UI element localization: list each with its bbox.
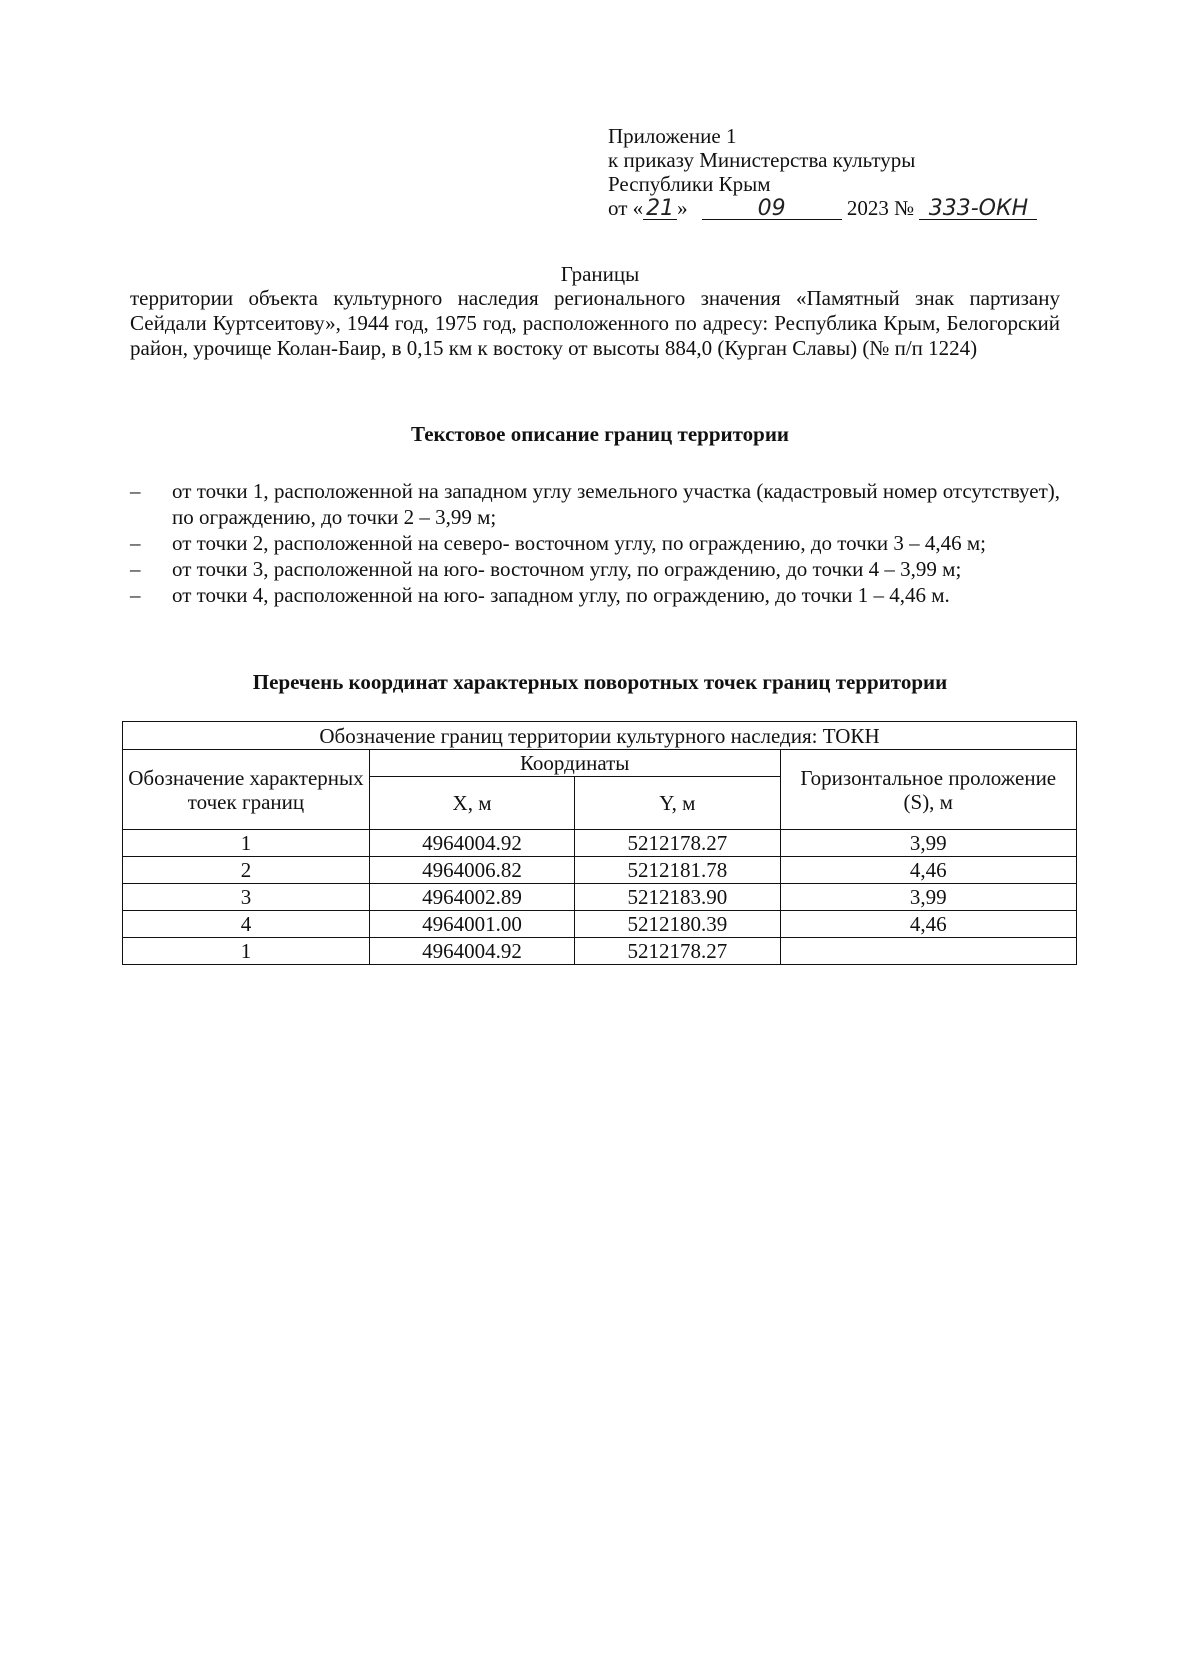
- coordinates-table: [122, 721, 1077, 965]
- date-month-handwritten: 09: [702, 199, 842, 220]
- header-horizontal-distance: Горизонтальное проложение (S), м: [780, 750, 1077, 830]
- appendix-line-2: к приказу Министерства культуры: [608, 148, 916, 172]
- cell-y: 5212181.78: [575, 857, 780, 884]
- list-item-text: от точки 1, расположенной на западном углу земельного участка (кадастровый номер отсутствует), по ограждению, до точки 2 – 3,99 м;: [172, 479, 1060, 529]
- cell-x: 4964004.92: [369, 830, 574, 857]
- cell-x: 4964001.00: [369, 911, 574, 938]
- list-item-text: от точки 3, расположенной на юго- восточном углу, по ограждению, до точки 4 – 3,99 м;: [172, 557, 962, 581]
- cell-point: 2: [123, 857, 370, 884]
- header-x: X, м: [369, 777, 574, 830]
- appendix-line-1: Приложение 1: [608, 124, 737, 148]
- order-number-handwritten: 333-ОКН: [919, 199, 1037, 220]
- cell-y: 5212178.27: [575, 938, 780, 965]
- cell-s: 4,46: [780, 911, 1077, 938]
- boundary-list: [130, 478, 1060, 608]
- text-description-heading: Текстовое описание границ территории: [410, 422, 790, 446]
- table-caption-row: [123, 722, 1077, 750]
- cell-x: 4964006.82: [369, 857, 574, 884]
- table-row: [123, 884, 1077, 911]
- cell-point: 1: [123, 938, 370, 965]
- cell-s: 3,99: [780, 830, 1077, 857]
- order-date-line: [608, 196, 1037, 220]
- cell-s: [780, 938, 1077, 965]
- list-item: [130, 530, 1060, 556]
- cell-point: 4: [123, 911, 370, 938]
- header-y: Y, м: [575, 777, 780, 830]
- table-row: [123, 911, 1077, 938]
- document-title: Границы: [560, 262, 640, 286]
- table-header-row: [123, 750, 1077, 777]
- object-description: территории объекта культурного наследия регионального значения «Памятный знак партизану Сейдали Куртсеитову», 1944 год, 1975 год, расположенного по адресу: Республика Крым, Белогорский район, урочище Колан-Баир, в 0,15 км к востоку от высоты 884,0 (Курган Славы) (№ п/п 1224): [130, 286, 1060, 360]
- table-caption: Обозначение границ территории культурного наследия: ТОКН: [123, 722, 1077, 750]
- list-item-text: от точки 4, расположенной на юго- западном углу, по ограждению, до точки 1 – 4,46 м.: [172, 583, 950, 607]
- cell-y: 5212180.39: [575, 911, 780, 938]
- list-dash: –: [130, 531, 141, 555]
- list-dash: –: [130, 557, 141, 581]
- cell-point: 1: [123, 830, 370, 857]
- coords-heading: Перечень координат характерных поворотных точек границ территории: [252, 670, 948, 694]
- date-quote-close: »: [677, 196, 688, 220]
- cell-point: 3: [123, 884, 370, 911]
- list-dash: –: [130, 479, 141, 503]
- appendix-block: [608, 124, 1037, 220]
- table-row: [123, 830, 1077, 857]
- date-prefix: от «: [608, 196, 644, 220]
- header-points: Обозначение характерных точек границ: [123, 750, 370, 830]
- date-day-handwritten: 21: [643, 199, 677, 220]
- cell-x: 4964004.92: [369, 938, 574, 965]
- table-row: [123, 857, 1077, 884]
- cell-y: 5212183.90: [575, 884, 780, 911]
- cell-x: 4964002.89: [369, 884, 574, 911]
- appendix-line-3: Республики Крым: [608, 172, 771, 196]
- list-dash: –: [130, 583, 141, 607]
- list-item: [130, 582, 1060, 608]
- list-item: [130, 478, 1060, 530]
- header-coordinates: Координаты: [369, 750, 780, 777]
- cell-y: 5212178.27: [575, 830, 780, 857]
- cell-s: 3,99: [780, 884, 1077, 911]
- date-year: 2023 №: [846, 196, 915, 220]
- table-row: [123, 938, 1077, 965]
- list-item-text: от точки 2, расположенной на северо- восточном углу, по ограждению, до точки 3 – 4,46 м;: [172, 531, 987, 555]
- list-item: [130, 556, 1060, 582]
- cell-s: 4,46: [780, 857, 1077, 884]
